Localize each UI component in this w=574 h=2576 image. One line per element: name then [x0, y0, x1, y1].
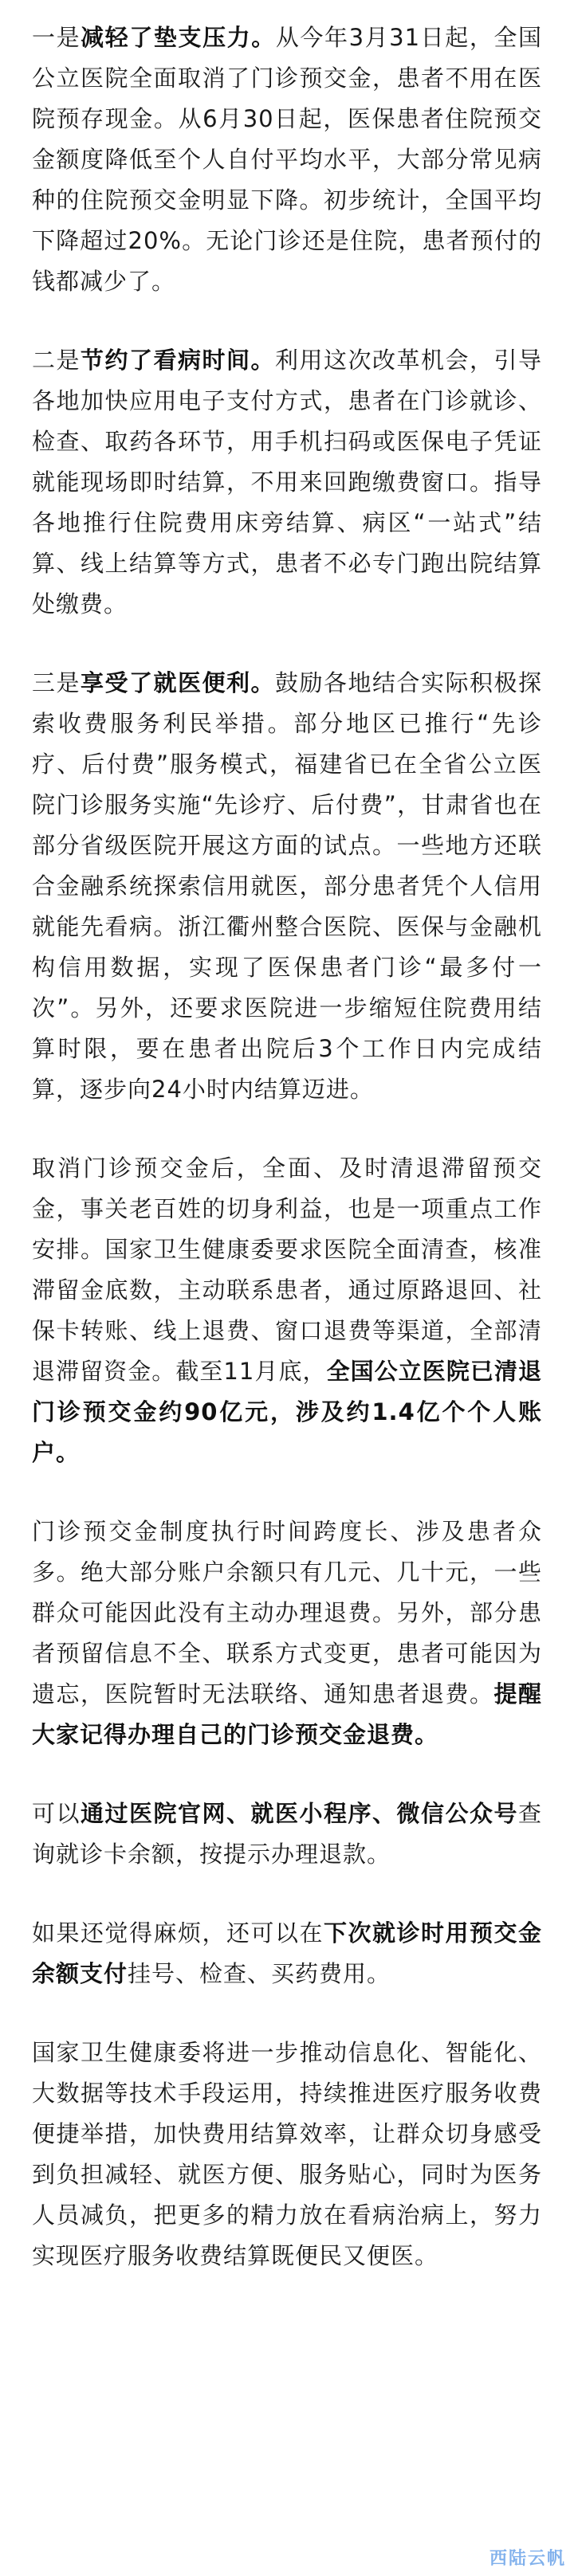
bold-text: 减轻了垫支压力。 [81, 24, 276, 51]
text-run: 二是 [32, 347, 81, 374]
text-run: 如果还觉得麻烦，还可以在 [32, 1919, 324, 1947]
text-run: 门诊预交金制度执行时间跨度长、涉及患者众多。绝大部分账户余额只有几元、几十元，一些群众可能因此没有主动办理退费。另外，部分患者预留信息不全、联系方式变更，患者可能因为遗忘，医院暂时无法联络、通知患者退费。 [32, 1518, 542, 1708]
text-run: 取消门诊预交金后，全面、及时清退滞留预交金，事关老百姓的切身利益，也是一项重点工作安排。国家卫生健康委要求医院全面清查，核准滞留金底数，主动联系患者，通过原路退回、社保卡转账、线上退费、窗口退费等渠道，全部清退滞留资金。截至11月底， [32, 1155, 542, 1385]
bold-text: 下次就诊时用预交金余额支付 [32, 1919, 542, 1987]
paragraph-5 [32, 1511, 542, 1755]
paragraph-1 [32, 18, 542, 302]
text-run: 查询就诊卡余额，按提示办理退款。 [32, 1800, 542, 1868]
text-run: 一是 [32, 24, 81, 51]
text-run: 利用这次改革机会，引导各地加快应用电子支付方式，患者在门诊就诊、检查、取药各环节，用手机扫码或医保电子凭证就能现场即时结算，不用来回跑缴费窗口。指导各地推行住院费用床旁结算、病区“一站式”结算、线上结算等方式，患者不必专门跑出院结算处缴费。 [32, 347, 542, 618]
watermark-logo: 西陆云帆 [489, 2549, 566, 2569]
paragraph-8 [32, 2033, 542, 2276]
text-run: 国家卫生健康委将进一步推动信息化、智能化、大数据等技术手段运用，持续推进医疗服务收费便捷举措，加快费用结算效率，让群众切身感受到负担减轻、就医方便、服务贴心，同时为医务人员减负，把更多的精力放在看病治病上，努力实现医疗服务收费结算既便民又便医。 [32, 2039, 542, 2269]
text-run: 可以 [32, 1800, 81, 1827]
paragraph-3 [32, 663, 542, 1110]
text-run: 鼓励各地结合实际积极探索收费服务利民举措。部分地区已推行“先诊疗、后付费”服务模式，福建省已在全省公立医院门诊服务实施“先诊疗、后付费”，甘肃省也在部分省级医院开展这方面的试点。一些地方还联合金融系统探索信用就医，部分患者凭个人信用就能先看病。浙江衢州整合医院、医保与金融机构信用数据，实现了医保患者门诊“最多付一次”。另外，还要求医院进一步缩短住院费用结算时限，要在患者出院后3个工作日内完成结算，逐步向24小时内结算迈进。 [32, 669, 542, 1103]
paragraph-7 [32, 1913, 542, 1994]
paragraph-2 [32, 340, 542, 625]
bold-text: 通过医院官网、就医小程序、微信公众号 [81, 1800, 518, 1827]
text-run: 从今年3月31日起，全国公立医院全面取消了门诊预交金，患者不用在医院预存现金。从6月30日起，医保患者住院预交金额度降低至个人自付平均水平，大部分常见病种的住院预交金明显下降。初步统计，全国平均下降超过20%。无论门诊还是住院，患者预付的钱都减少了。 [32, 24, 542, 295]
bold-text: 全国公立医院已清退门诊预交金约90亿元，涉及约1.4亿个个人账户。 [32, 1358, 542, 1466]
text-run: 三是 [32, 669, 81, 696]
text-run: 挂号、检查、买药费用。 [128, 1960, 391, 1987]
bold-text: 享受了就医便利。 [81, 669, 275, 696]
bold-text: 提醒大家记得办理自己的门诊预交金退费。 [32, 1680, 542, 1748]
paragraph-4 [32, 1148, 542, 1473]
bold-text: 节约了看病时间。 [81, 347, 275, 374]
paragraph-6 [32, 1794, 542, 1875]
